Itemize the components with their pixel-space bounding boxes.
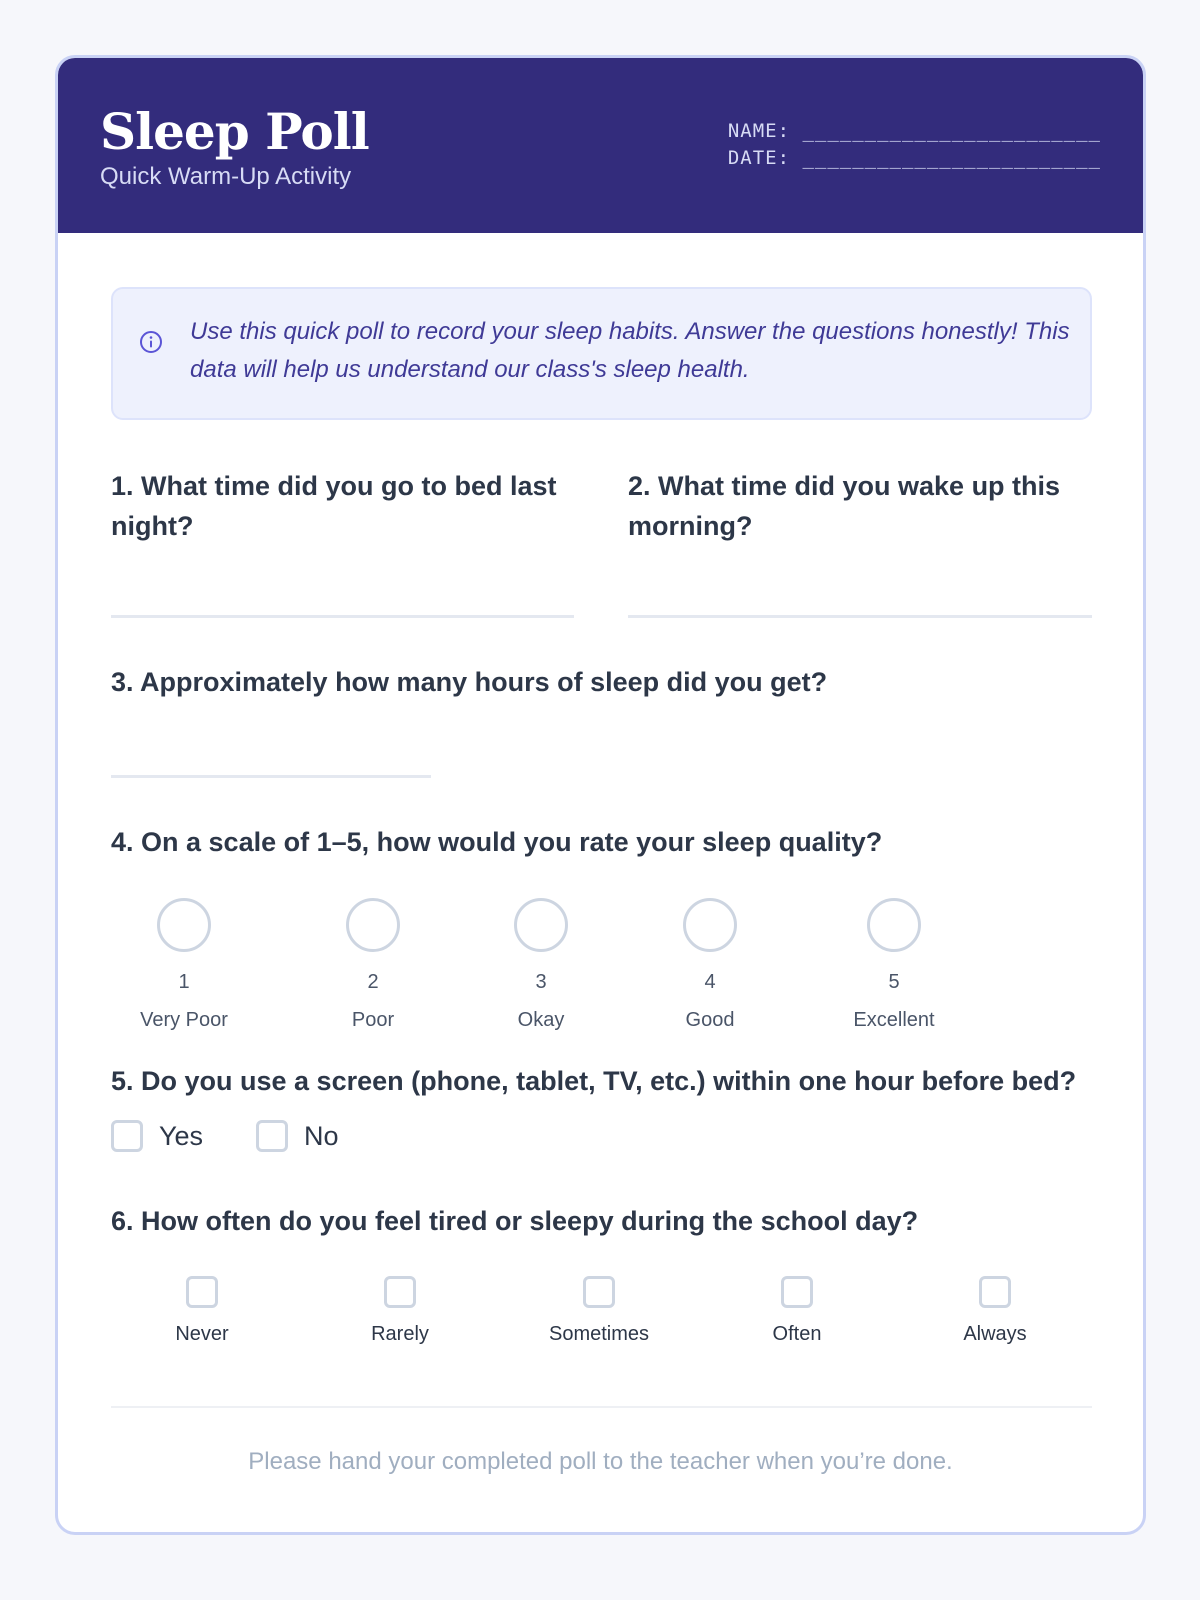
rating-option-3[interactable] [471, 898, 611, 1033]
info-box [111, 287, 1092, 420]
checkbox-label: Yes [159, 1120, 204, 1151]
date-field-label: DATE: ________________________ [727, 147, 1101, 169]
frequency-label: Rarely [371, 1323, 429, 1345]
rating-label: Very Poor [140, 1009, 228, 1031]
checkbox-box[interactable] [781, 1276, 813, 1308]
name-date-block [728, 118, 1101, 172]
checkbox-yes[interactable] [111, 1120, 203, 1152]
frequency-label: Often [772, 1323, 822, 1345]
question-2: 2. What time did you wake up this morning? [628, 471, 1061, 541]
rating-label: Excellent [853, 1009, 935, 1031]
checkbox-box[interactable] [979, 1276, 1011, 1308]
question-3: 3. Approximately how many hours of sleep did you get? [111, 667, 828, 697]
rating-radio-circle[interactable] [157, 898, 211, 952]
rating-radio-circle[interactable] [683, 898, 737, 952]
frequency-label: Sometimes [548, 1323, 650, 1345]
frequency-option-often[interactable] [717, 1276, 877, 1347]
question-1: 1. What time did you go to bed last night? [111, 471, 557, 541]
rating-label: Good [685, 1009, 735, 1031]
footer-note: Please hand your completed poll to the teacher when you’re done. [248, 1448, 953, 1475]
rating-label: Poor [351, 1009, 395, 1031]
answer-line-bedtime[interactable] [111, 615, 574, 618]
poll-header [58, 58, 1143, 233]
checkbox-box[interactable] [111, 1120, 143, 1152]
info-circle-icon [139, 330, 163, 354]
frequency-option-never[interactable] [122, 1276, 282, 1347]
name-field-label: NAME: ________________________ [727, 120, 1101, 142]
rating-number: 5 [888, 971, 900, 993]
question-5: 5. Do you use a screen (phone, tablet, TV, etc.) within one hour before bed? [111, 1066, 1077, 1096]
rating-number: 3 [535, 971, 547, 993]
checkbox-label: No [304, 1120, 339, 1151]
rating-number: 2 [367, 971, 379, 993]
frequency-label: Always [963, 1323, 1027, 1345]
page-subtitle: Quick Warm-Up Activity [100, 163, 352, 190]
rating-radio-circle[interactable] [867, 898, 921, 952]
checkbox-box[interactable] [256, 1120, 288, 1152]
frequency-option-rarely[interactable] [320, 1276, 480, 1347]
info-text: Use this quick poll to record your sleep habits. Answer the questions honestly! This data will help us understand our class's sleep health. [190, 318, 1070, 383]
question-4: 4. On a scale of 1–5, how would you rate your sleep quality? [111, 827, 883, 857]
checkbox-box[interactable] [186, 1276, 218, 1308]
question-6: 6. How often do you feel tired or sleepy during the school day? [111, 1206, 919, 1236]
frequency-option-always[interactable] [915, 1276, 1075, 1347]
rating-option-5[interactable] [824, 898, 964, 1033]
rating-radio-circle[interactable] [346, 898, 400, 952]
checkbox-no[interactable] [256, 1120, 339, 1152]
poll-card [55, 55, 1146, 1535]
checkbox-box[interactable] [583, 1276, 615, 1308]
rating-option-4[interactable] [640, 898, 780, 1033]
rating-option-2[interactable] [303, 898, 443, 1033]
frequency-option-sometimes[interactable] [519, 1276, 679, 1347]
answer-line-waketime[interactable] [628, 615, 1092, 618]
rating-label: Okay [517, 1009, 565, 1031]
rating-radio-circle[interactable] [514, 898, 568, 952]
rating-number: 4 [704, 971, 716, 993]
answer-line-hours[interactable] [111, 775, 431, 778]
page-title: Sleep Poll [100, 102, 369, 161]
rating-option-1[interactable] [114, 898, 254, 1033]
rating-number: 1 [178, 971, 190, 993]
footer-divider [111, 1406, 1092, 1408]
checkbox-box[interactable] [384, 1276, 416, 1308]
frequency-label: Never [175, 1323, 229, 1345]
